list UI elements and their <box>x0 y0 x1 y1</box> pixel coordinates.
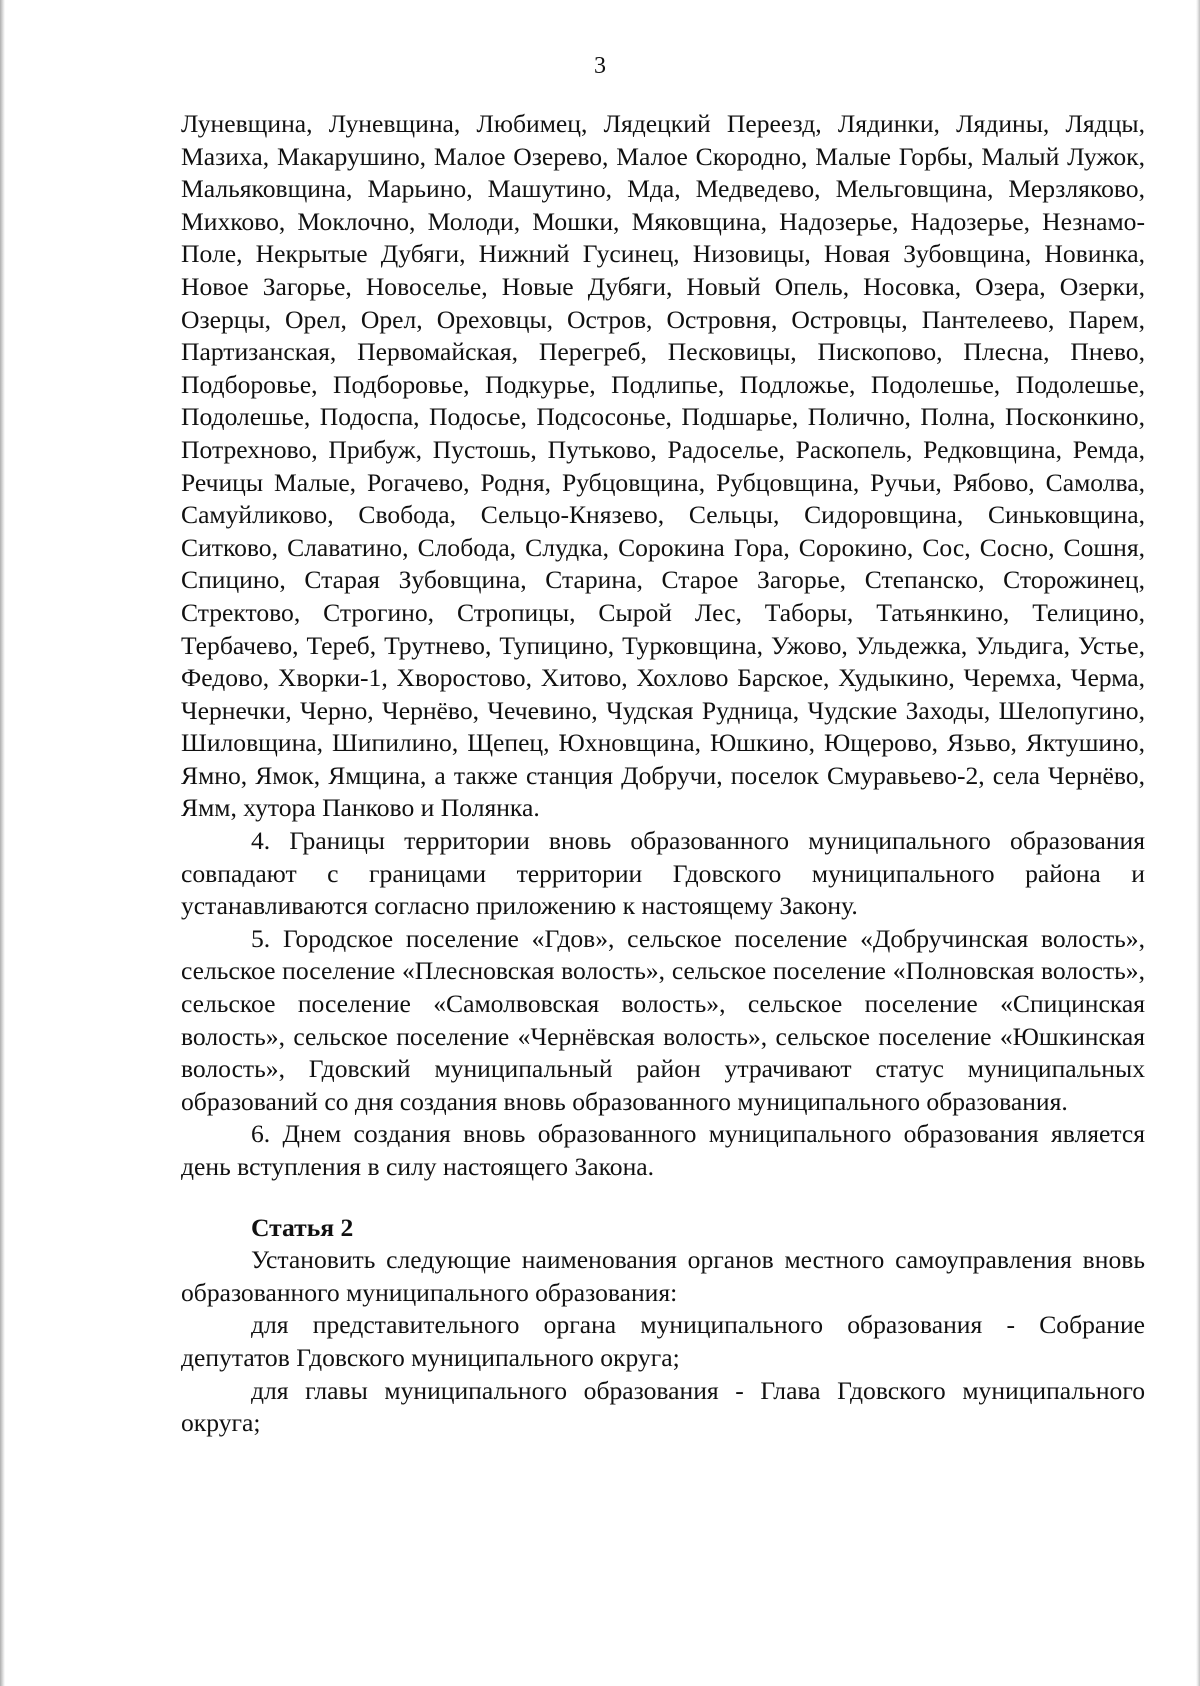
article-2-heading: Статья 2 <box>251 1212 354 1242</box>
scan-edge-left <box>0 0 5 1686</box>
document-body <box>181 108 1145 1440</box>
paragraph-6: 6. Днем создания вновь образованного муниципального образования является день вступления в силу настоящего Закона. <box>181 1119 1145 1181</box>
page-number: 3 <box>594 53 606 79</box>
settlements-list-paragraph: Луневщина, Луневщина, Любимец, Лядецкий Переезд, Лядинки, Лядины, Лядцы, Мазиха, Макарушино, Малое Озерево, Малое Скородно, Малые Горбы, Малый Лужок, Мальяковщина, Марьино, Машутино, Мда, Медведево, Мельговщина, Мерзляково, Михково, Моклочно, Молоди, Мошки, Мяковщина, Надозерье, Надозерье, Незнамо-Поле, Некрытые Дубяги, Нижний Гусинец, Низовицы, Новая Зубовщина, Новинка, Новое Загорье, Новоселье, Новые Дубяги, Новый Опель, Носовка, Озера, Озерки, Озерцы, Орел, Орел, Ореховцы, Остров, Островня, Островцы, Пантелеево, Парем, Партизанская, Первомайская, Перегреб, Песковицы, Пископово, Плесна, Пнево, Подборовье, Подборовье, Подкурье, Подлипье, Подложье, Подолешье, Подолешье, Подолешье, Подоспа, Подосье, Подсосонье, Подшарье, Полично, Полна, Посконкино, Потрехново, Прибуж, Пустошь, Путьково, Радоселье, Раскопель, Редковщина, Ремда, Речицы Малые, Рогачево, Родня, Рубцовщина, Рубцовщина, Ручьи, Рябово, Самолва, Самуйликово, Свобода, Сельцо-Князево, Сельцы, Сидоровщина, Синьковщина, Ситково, Славатино, Слобода, Слудка, Сорокина Гора, Сорокино, Сос, Сосно, Сошня, Спицино, Старая Зубовщина, Старина, Старое Загорье, Степанско, Сторожинец, Стректово, Строгино, Стропицы, Сырой Лес, Таборы, Татьянкино, Телицино, Тербачево, Тереб, Трутнево, Тупицино, Турковщина, Ужово, Ульдежка, Ульдига, Устье, Федово, Хворки-1, Хворостово, Хитово, Хохлово Барское, Худыкино, Черемха, Черма, Чернечки, Черно, Чернёво, Чечевино, Чудская Рудница, Чудские Заходы, Шелопугино, Шиловщина, Шипилино, Щепец, Юхновщина, Юшкино, Ющерово, Язьво, Яктушино, Ямно, Ямок, Ямщина, а также станция Добручи, поселок Смуравьево-2, села Чернёво, Ямм, хутора Панково и Полянка. <box>181 109 1145 823</box>
paragraph-4: 4. Границы территории вновь образованного муниципального образования совпадают с границами территории Гдовского муниципального района и устанавливаются согласно приложению к настоящему Закону. <box>181 826 1145 921</box>
scan-edge-right <box>1196 0 1200 1686</box>
article-2-item-representative: для представительного органа муниципального образования - Собрание депутатов Гдовского муниципального округа; <box>181 1310 1145 1372</box>
article-2-intro: Установить следующие наименования органов местного самоуправления вновь образованного муниципального образования: <box>181 1245 1145 1307</box>
article-2-item-head: для главы муниципального образования - Глава Гдовского муниципального округа; <box>181 1375 1145 1438</box>
paragraph-5: 5. Городское поселение «Гдов», сельское поселение «Добручинская волость», сельское поселение «Плесновская волость», сельское поселение «Полновская волость», сельское поселение «Самолвовская волость», сельское поселение «Спицинская волость», сельское поселение «Чернёвская волость», сельское поселение «Юшкинская волость», Гдовский муниципальный район утрачивают статус муниципальных образований со дня создания вновь образованного муниципального образования. <box>181 923 1145 1116</box>
